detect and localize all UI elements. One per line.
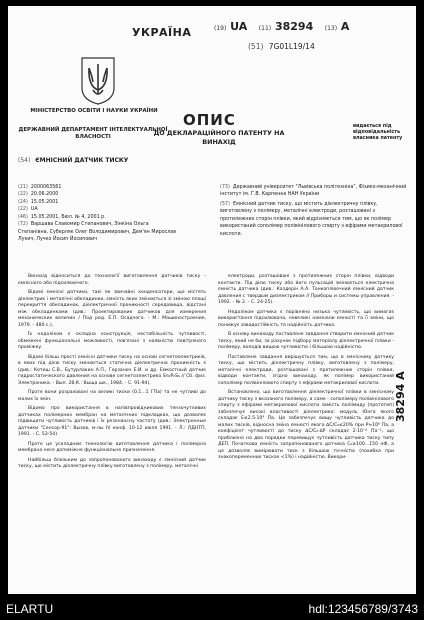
paragraph: В основу винаходу поставлене завдання створити ємнісний датчик тиску, який не би, за рахунок підбору матеріалу діелектричної плівки - полімеру, володів вищою чутливістю і більшою надійністю. (218, 332, 394, 351)
country-title: УКРАЇНА (132, 26, 192, 39)
paragraph: Найбільш близьким до запропонованого винаходу є ємнісний датчик тиску, що містить діелектричну плівку виготовлену з полімеру, металічні (18, 457, 206, 470)
department-name: ДЕРЖАВНИЙ ДЕПАРТАМЕНТ ІНТЕЛЕКТУАЛЬНОЇ ВЛАСНОСТІ (18, 127, 168, 140)
document-subtitle: ДО ДЕКЛАРАЦІЙНОГО ПАТЕНТУ НА ВИНАХІД (153, 129, 285, 146)
biblio-item: (21) 2000063561 (18, 185, 62, 190)
paragraph: Відомі більш прості ємнісні датчики тиску на основі сегнетоелектриків, в яких під дією тиску змінюється статична діелектрична проникність є (див.: Котиш С.В., Бутурлакин А.П., Герзанич Е.И. и др. Емкостный датчик гидростатического давления на основе сегнетоэлектрика Sn₂P₂S₆ // Сб. физ. Электроника. - Вып. 28.К.: Выща шк., 1984. - С. 91-94). (18, 354, 206, 386)
paragraph: Відомо про використання в напівпровідникових тензочутливих датчиках полімерних мембран на металічних підкладках, що дозволяє підвищити чутливість датчиків і їх резонансну частоту (див.: Электронные датчики "Сенсор-91": Вызов, м-лы IV конф. 10-12 июля 1991. - Л.: ЛДНТП, 1991. - С. 53-54). (18, 406, 206, 438)
text-column-left (18, 274, 206, 474)
paragraph: Винахід відноситься до технології виготовлення датчиків тиску - ємнісного або підсилюючого. (18, 274, 206, 286)
kind-13-label: (13) (324, 25, 338, 32)
country-code: UA (230, 20, 248, 33)
text-column-right (218, 274, 394, 465)
biblio-item: (46) 15.05.2001, Бюл. № 4, 2001 р. (18, 214, 106, 220)
biblio-item: (22) 20.06.2000 (18, 192, 59, 198)
bibliographic-data (18, 184, 178, 243)
invention-num: (54) (18, 157, 31, 164)
trident-emblem-icon (78, 56, 118, 106)
patent-page (8, 6, 416, 594)
biblio-item: (72) Варшава Славомир Степанович, Зінкіна Ольга Степанівна, Суберляк Олег Володимирович, Дем'ян Мирослав Лукич, Лучко Йосип Йосипович (18, 222, 177, 242)
document-title: ОПИС (183, 111, 236, 129)
patent-kind: A (340, 20, 350, 33)
footer-handle: hdl:123456789/3743 (308, 602, 418, 616)
paragraph: Встановлено, що виготовлення діелектричної плівки в ємнісному датчику тиску з вказаного полімеру, а саме - сополімеру полівінілового спирту з ефірами метакрилової кислоти замість поліімиду (прототип) забезпечує високі властивості діелектрика: модуль Юнга якого складає Е≤2,5·10⁹ Па. Це забезпечує вищу чутливість датчика до малих тисків, відносна зміна ємності якого ∆С/С₀≤20% при Р≈10⁶ Па, а коефіцієнт чутливості до тиску ∆С/С₀·∆Р складає 2·10⁻⁶ Па⁻¹, що приблизно на два порядки перевищує чутливість датчика тиску типу ДЕП. Початкова ємність запропонованого датчика С₀≥100...150 нФ, а це дозволяє вимірювати тиск з більшою точністю (похибка при знакопеременних тисках <1%) і надійністю. Викори- (218, 390, 394, 461)
paragraph: Проте вони розраховані на великі тиски (0,1...1 ГПа) та не чутливі до малих їх змін. (18, 390, 206, 402)
code-19-label: (19) (214, 25, 227, 32)
paragraph: Їх недоліком є складна конструкція, нестабільність чутливості, обмежені функціональні можливості, пов'язані з наявністю повітряного проміжку. (18, 332, 206, 351)
biblio-item: (22) UA (18, 207, 38, 213)
ipc-line (248, 42, 315, 51)
paragraph: Відомі ємнісні датчики, такі як звичайні конденсатори, що містять діелектрик і металічні обкладинки, ємність яких змінюється зі зміною площі перекриття обкладинок, діелектричної проникності середовища, відстані між обкладинками (див.: Проектирование датчиков для измерения механических величин / Под ред. Е.П. Осадчого. - М.: Машиностроение, 1979. - 480 с.). (18, 290, 206, 328)
invention-title-row (18, 157, 128, 164)
invention-title: ЄМНІСНИЙ ДАТЧИК ТИСКУ (35, 157, 129, 164)
ministry-name: МІНІСТЕРСТВО ОСВІТИ І НАУКИ УКРАЇНИ (30, 108, 158, 114)
vertical-patent-number: 38294 A (394, 371, 407, 422)
owner-and-claim (220, 184, 408, 238)
biblio-item: (24) 15.05.2001 (18, 199, 59, 205)
code-11-label: (11) (258, 25, 272, 32)
ipc-code: 7G01L19/14 (268, 42, 315, 51)
paragraph: Недоліком датчика є порівняно низька чутливість, що вимагає використання підсилювача, невеликі номінали ємності та її зміни, що понижує завадостійкість та надійність датчика. (218, 309, 394, 328)
side-note: видається під відповідальність власника патенту (353, 124, 403, 142)
paragraph: Поставлене завдання вирішується тим, що в ємнісному датчику тиску, що містить діелектричну плівку, виготовлену з полімеру, металічні електроди, розташовані з протилежних сторін плівки, відводи контакти, згідно винаходу, як полімер використаний сополімер полівінілового спирту з ефірами метакрилової кислоти. (218, 354, 394, 386)
patent-code-line (214, 20, 349, 33)
paragraph: Проте це ускладнює технологію виготовлення датчика і полімерна мембрана несе допоміжне функціональне призначення. (18, 441, 206, 454)
owner-item: (73) Державний університет "Львівська політехніка", Фізико-механічний інститут ім. Г.В. Карпенка НАН України (220, 185, 407, 198)
ipc-51-label: (51) (248, 42, 264, 51)
patent-number: 38294 (274, 20, 314, 33)
viewer-footer (0, 598, 424, 620)
paragraph: електроди, розташовані з протилежних сторін плівки, відводи контакти. Під дією тиску або його пульсацій змінюється електрична ємність датчика (див.: Каздерін А.А. Тонкоплівочний ємнісний датчик давления с твердым диэлектриком // Приборы и системы управления. - 1992. - № 2. - С. 24-25). (218, 274, 394, 306)
footer-source: ELARTU (6, 602, 54, 616)
claim-item: (57) Ємнісний датчик тиску, що містить діелектричну плівку, виготовлену з полімеру, металічні електроди, розташовані з протилежних сторін плівки, який відрізняється тим, що як полімер використаний сополімер полівінілового спирту з ефірами метакрилової кислоти. (220, 201, 403, 237)
